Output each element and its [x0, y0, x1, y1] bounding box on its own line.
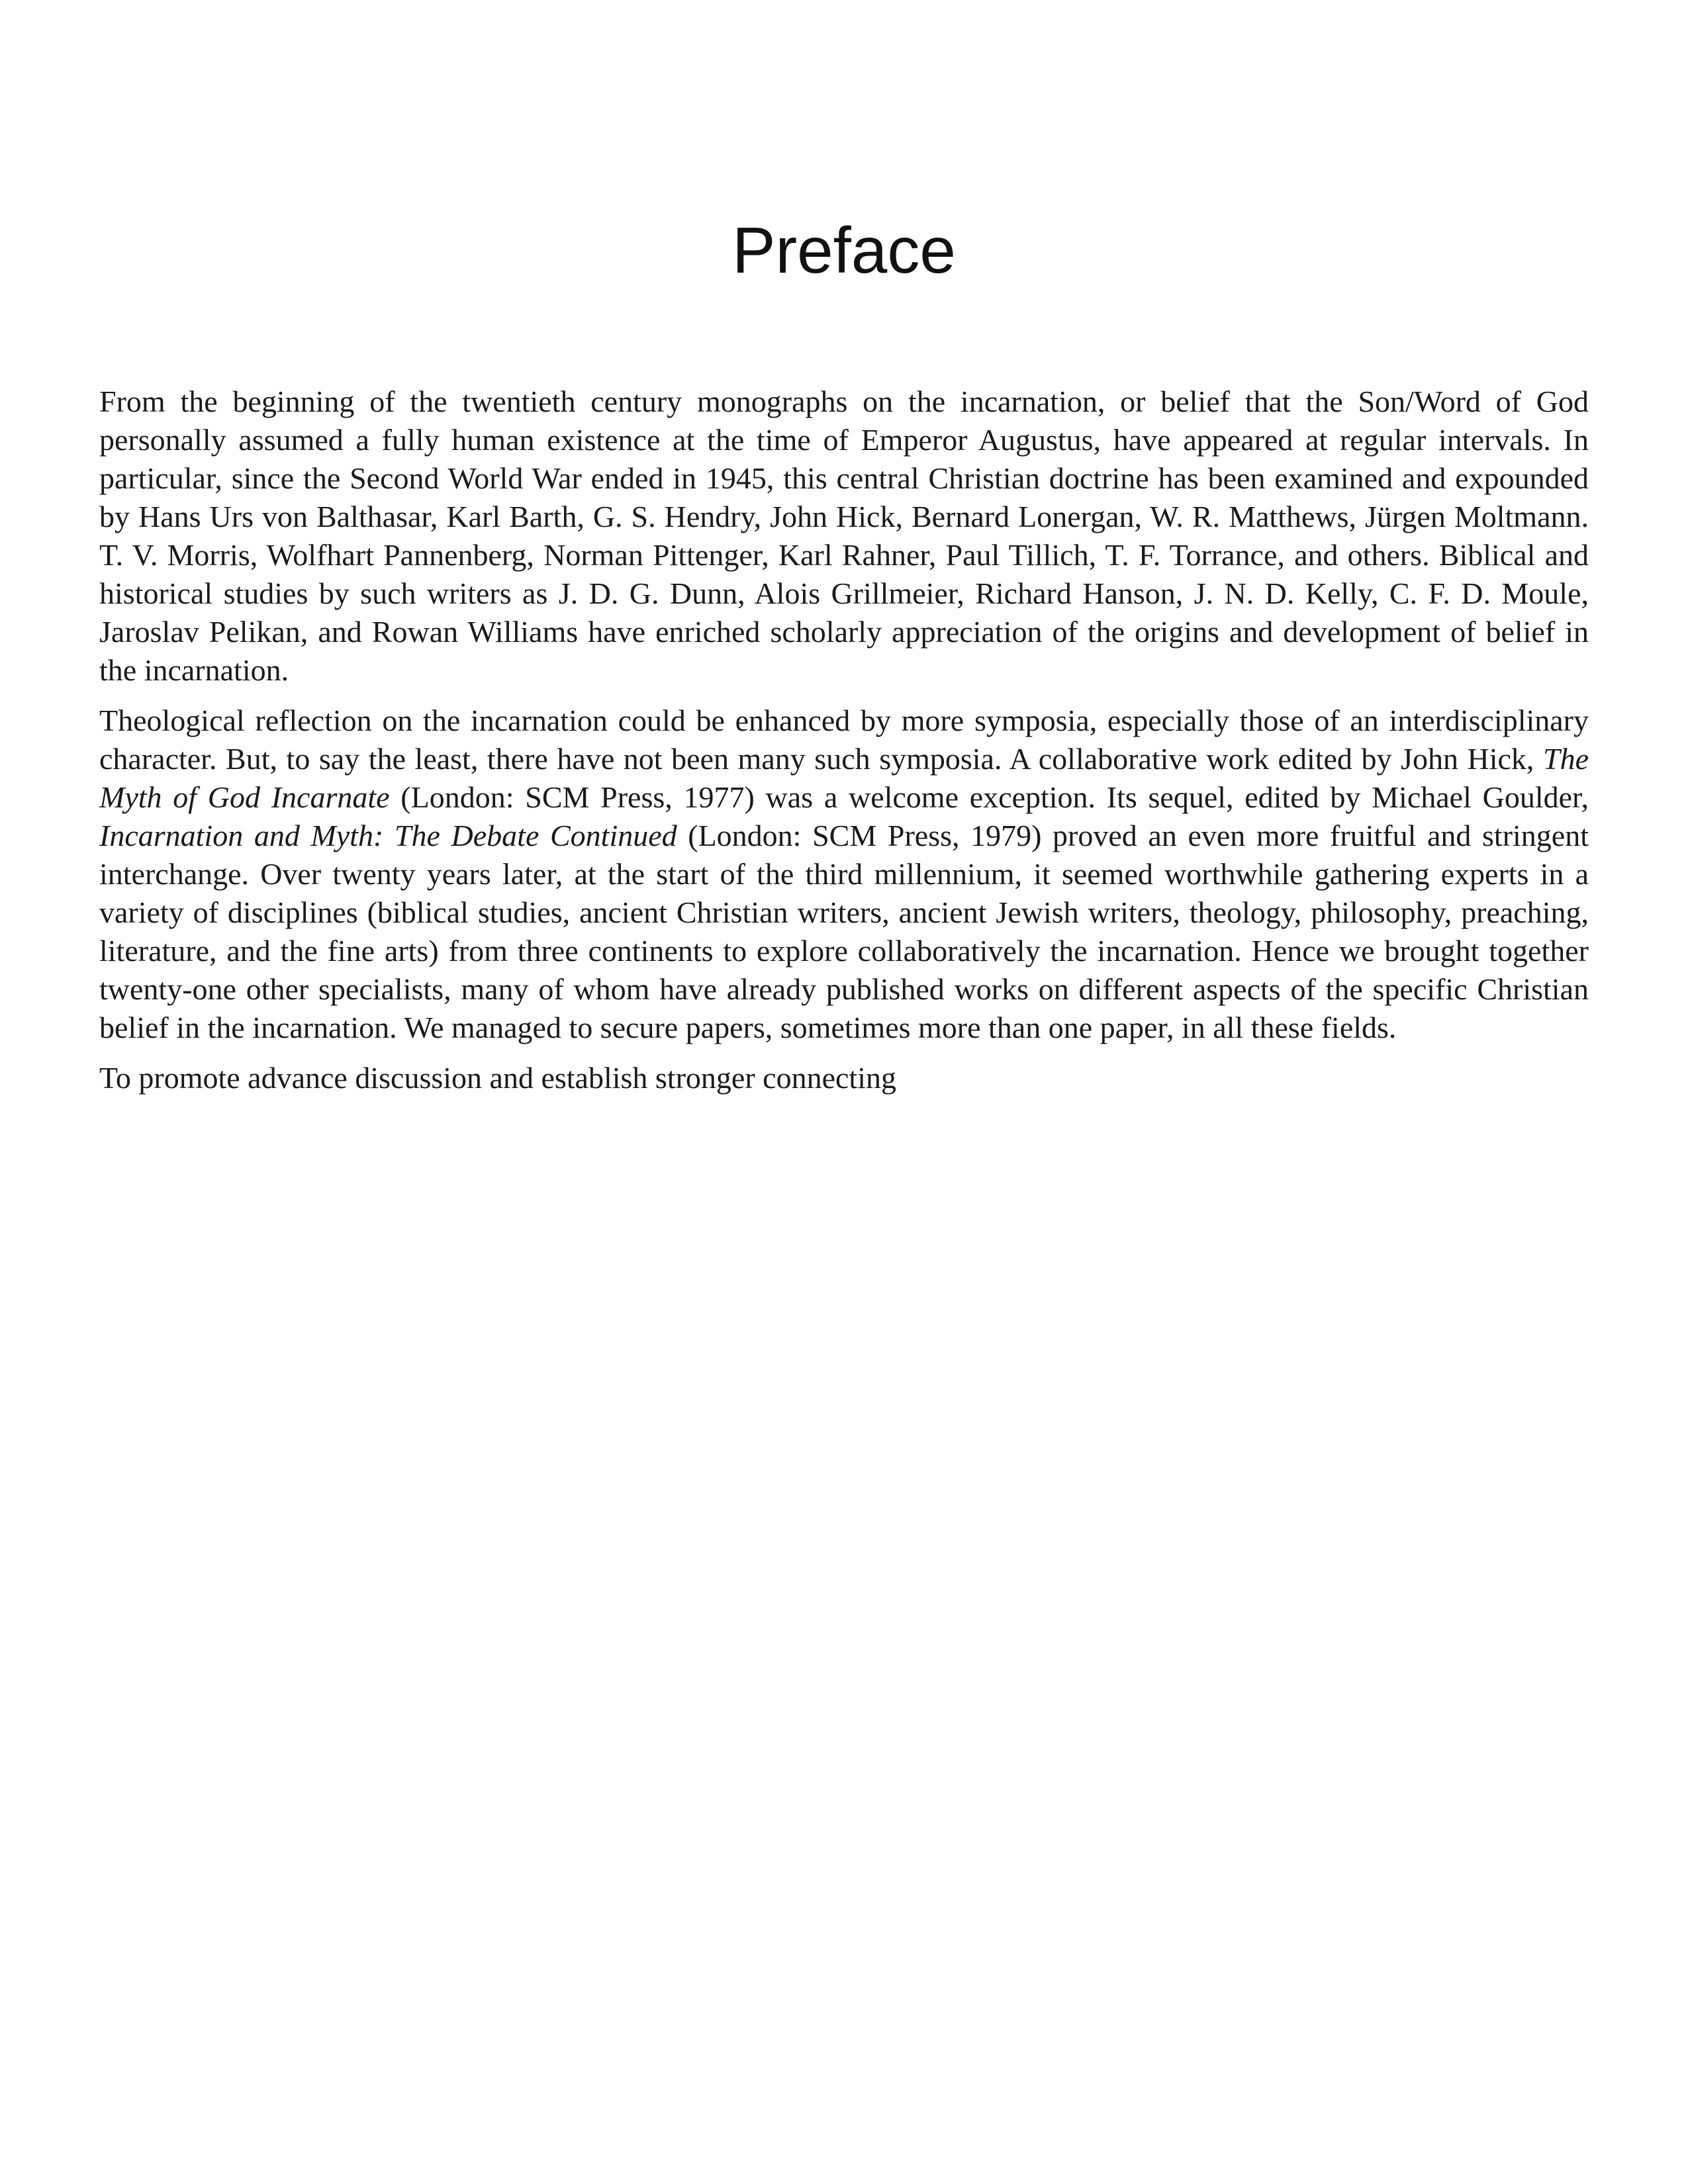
- book-title-incarnation-and-myth: Incarnation and Myth: The Debate Continued: [99, 819, 677, 852]
- paragraph-1: From the beginning of the twentieth century monographs on the incarnation, or belief that the Son/Word of God personally assumed a fully human existence at the time of Emperor Augustus, have appeared at regular intervals. In particular, since the Second World War ended in 1945, this central Christian doctrine has been examined and expounded by Hans Urs von Balthasar, Karl Barth, G. S. Hendry, John Hick, Bernard Lonergan, W. R. Matthews, Jürgen Moltmann. T. V. Morris, Wolfhart Pannenberg, Norman Pittenger, Karl Rahner, Paul Tillich, T. F. Torrance, and others. Biblical and historical studies by such writers as J. D. G. Dunn, Alois Grillmeier, Richard Hanson, J. N. D. Kelly, C. F. D. Moule, Jaroslav Pelikan, and Rowan Williams have enriched scholarly appreciation of the origins and development of belief in the incarnation.: [99, 385, 1589, 687]
- body-text: [99, 383, 1589, 1109]
- book-title-myth-of-god-incarnate: The Myth of God Incarnate: [99, 742, 1589, 814]
- paragraph-2-text-2: (London: SCM Press, 1977) was a welcome exception. Its sequel, edited by Michael Goulder,: [389, 780, 1589, 814]
- paragraph-3: To promote advance discussion and establish stronger connecting: [99, 1061, 896, 1095]
- page-title: Preface: [732, 214, 956, 287]
- paragraph-2-text-1: Theological reflection on the incarnation could be enhanced by more symposia, especially those of an interdisciplinary character. But, to say the least, there have not been many such symposia. A collaborative work edited by John Hick,: [99, 704, 1589, 776]
- paragraph-2-text-3: (London: SCM Press, 1979) proved an even more fruitful and stringent interchange. Over twenty years later, at the start of the third millennium, it seemed worthwhile gathering experts in a variety of disciplines (biblical studies, ancient Christian writers, ancient Jewish writers, theology, philosophy, preaching, literature, and the fine arts) from three continents to explore collaboratively the incarnation. Hence we brought together twenty-one other specialists, many of whom have already published works on different aspects of the specific Christian belief in the incarnation. We managed to secure papers, sometimes more than one paper, in all these fields.: [99, 819, 1589, 1044]
- paragraph-2: [99, 702, 1589, 1047]
